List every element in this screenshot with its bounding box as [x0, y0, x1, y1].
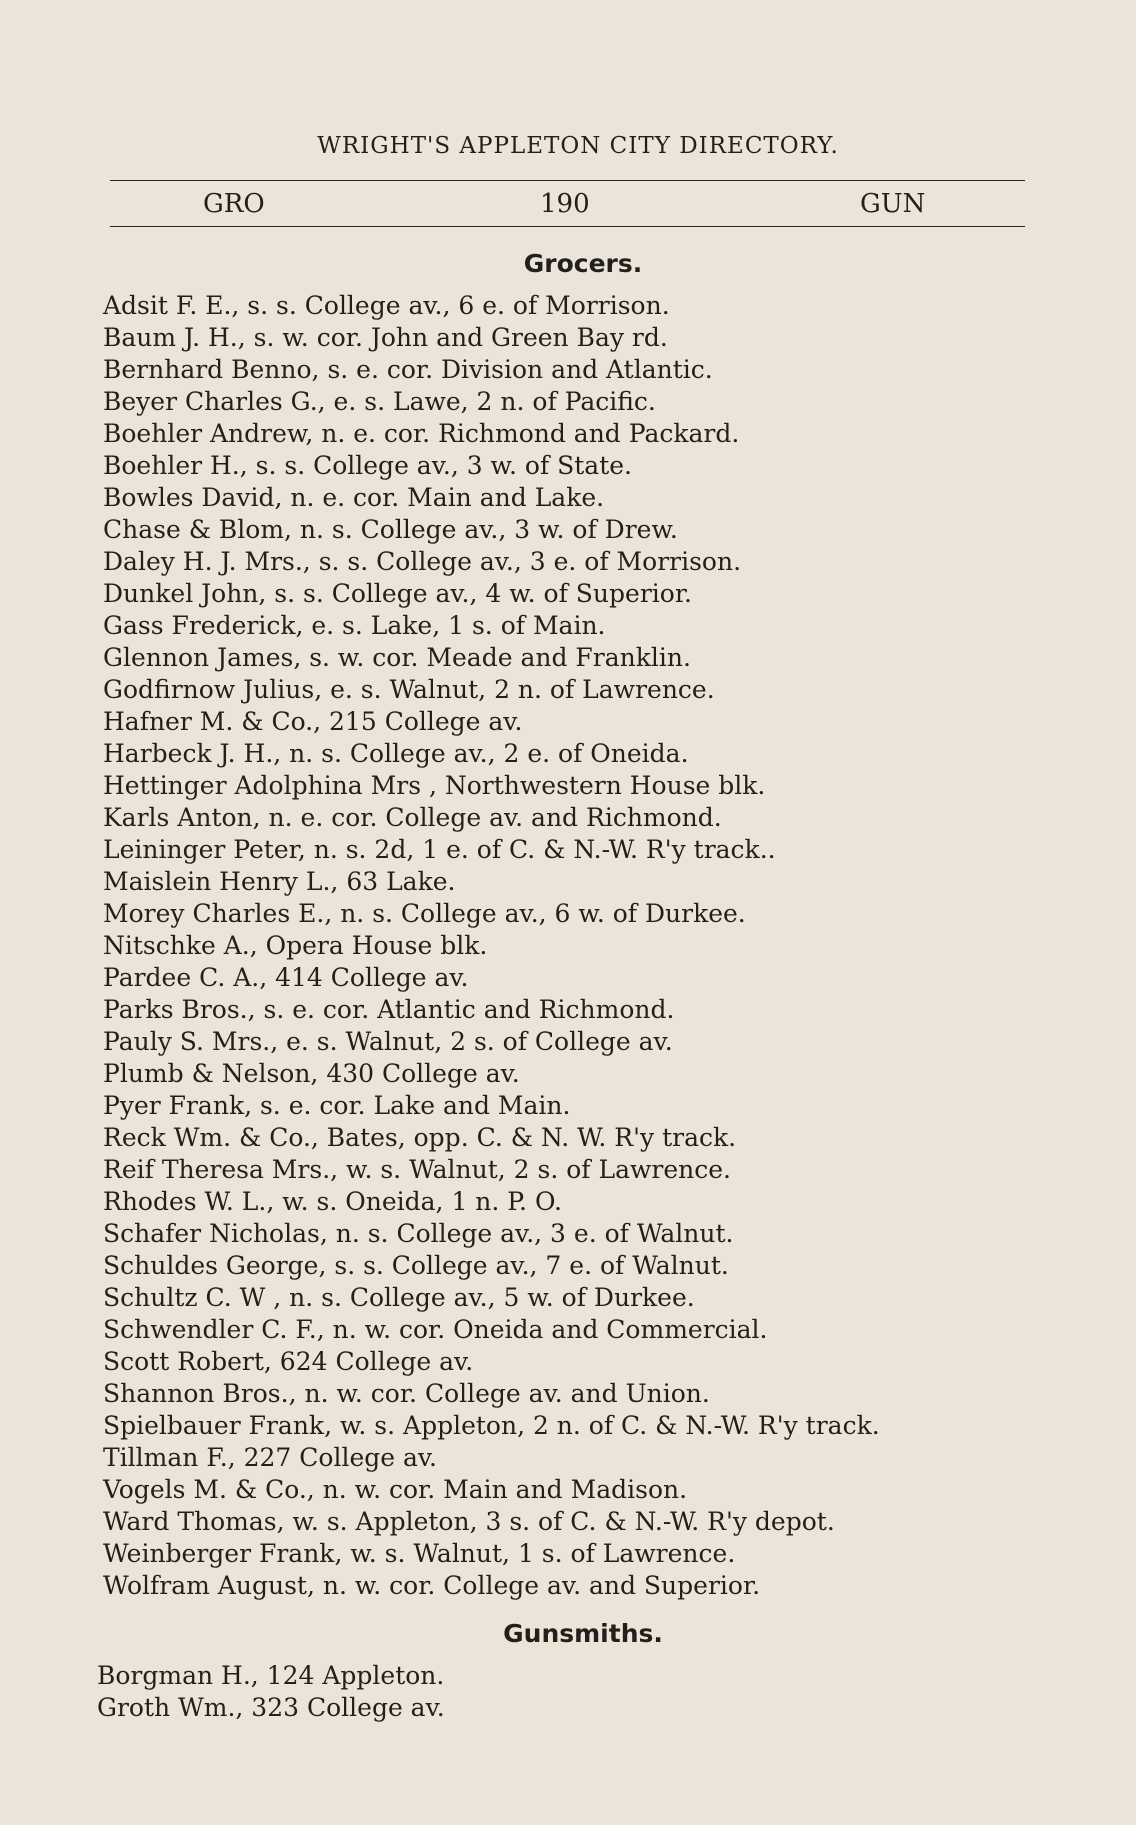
list-item: Pyer Frank, s. e. cor. Lake and Main. [103, 1091, 571, 1120]
list-item: Pauly S. Mrs., e. s. Walnut, 2 s. of College av. [103, 1027, 673, 1056]
list-item: Karls Anton, n. e. cor. College av. and Richmond. [103, 803, 722, 832]
list-item: Dunkel John, s. s. College av., 4 w. of Superior. [103, 579, 692, 608]
running-head: WRIGHT'S APPLETON CITY DIRECTORY. [317, 133, 839, 159]
list-item: Shannon Bros., n. w. cor. College av. and Union. [103, 1379, 710, 1408]
list-item: Groth Wm., 323 College av. [97, 1693, 445, 1722]
list-item: Reif Theresa Mrs., w. s. Walnut, 2 s. of Lawrence. [103, 1155, 731, 1184]
list-item: Nitschke A., Opera House blk. [103, 931, 488, 960]
list-item: Daley H. J. Mrs., s. s. College av., 3 e. of Morrison. [103, 547, 742, 576]
list-item: Chase & Blom, n. s. College av., 3 w. of Drew. [103, 515, 678, 544]
list-item: Schultz C. W , n. s. College av., 5 w. of Durkee. [103, 1283, 695, 1312]
list-item: Plumb & Nelson, 430 College av. [103, 1059, 520, 1088]
list-item: Schwendler C. F., n. w. cor. Oneida and Commercial. [103, 1315, 768, 1344]
list-item: Schuldes George, s. s. College av., 7 e. of Walnut. [103, 1251, 729, 1280]
list-item: Reck Wm. & Co., Bates, opp. C. & N. W. R'y track. [103, 1123, 737, 1152]
list-item: Godfirnow Julius, e. s. Walnut, 2 n. of Lawrence. [103, 675, 715, 704]
list-item: Weinberger Frank, w. s. Walnut, 1 s. of Lawrence. [103, 1539, 736, 1568]
list-item: Boehler H., s. s. College av., 3 w. of State. [103, 451, 633, 480]
section-heading-grocers: Grocers. [523, 249, 643, 278]
list-item: Baum J. H., s. w. cor. John and Green Bay rd. [103, 323, 668, 352]
list-item: Bowles David, n. e. cor. Main and Lake. [103, 483, 605, 512]
list-item: Boehler Andrew, n. e. cor. Richmond and Packard. [103, 419, 740, 448]
list-item: Harbeck J. H., n. s. College av., 2 e. of Oneida. [103, 739, 689, 768]
list-item: Adsit F. E., s. s. College av., 6 e. of Morrison. [103, 291, 670, 320]
guide-word-left: GRO [203, 189, 265, 219]
list-item: Spielbauer Frank, w. s. Appleton, 2 n. of C. & N.-W. R'y track. [103, 1411, 880, 1440]
list-item: Morey Charles E., n. s. College av., 6 w. of Durkee. [103, 899, 746, 928]
list-item: Ward Thomas, w. s. Appleton, 3 s. of C. & N.-W. R'y depot. [103, 1507, 835, 1536]
list-item: Parks Bros., s. e. cor. Atlantic and Richmond. [103, 995, 675, 1024]
list-item: Maislein Henry L., 63 Lake. [103, 867, 456, 896]
list-item: Schafer Nicholas, n. s. College av., 3 e. of Walnut. [103, 1219, 734, 1248]
list-item: Wolfram August, n. w. cor. College av. and Superior. [103, 1571, 761, 1600]
bottom-rule [110, 226, 1025, 227]
grocers-list [103, 290, 880, 1602]
list-item: Bernhard Benno, s. e. cor. Division and Atlantic. [103, 355, 713, 384]
list-item: Borgman H., 124 Appleton. [97, 1661, 445, 1690]
list-item: Tillman F., 227 College av. [103, 1443, 437, 1472]
list-item: Hettinger Adolphina Mrs , Northwestern House blk. [103, 771, 766, 800]
guide-word-right: GUN [860, 189, 926, 219]
list-item: Rhodes W. L., w. s. Oneida, 1 n. P. O. [103, 1187, 562, 1216]
page-number: 190 [540, 189, 590, 219]
section-heading-gunsmiths: Gunsmiths. [503, 1619, 663, 1648]
list-item: Vogels M. & Co., n. w. cor. Main and Madison. [103, 1475, 688, 1504]
gunsmiths-list [97, 1660, 445, 1724]
list-item: Beyer Charles G., e. s. Lawe, 2 n. of Pacific. [103, 387, 656, 416]
list-item: Gass Frederick, e. s. Lake, 1 s. of Main. [103, 611, 606, 640]
list-item: Scott Robert, 624 College av. [103, 1347, 474, 1376]
list-item: Leininger Peter, n. s. 2d, 1 e. of C. & N.-W. R'y track.. [103, 835, 776, 864]
top-rule [110, 180, 1025, 181]
list-item: Glennon James, s. w. cor. Meade and Franklin. [103, 643, 691, 672]
list-item: Pardee C. A., 414 College av. [103, 963, 469, 992]
list-item: Hafner M. & Co., 215 College av. [103, 707, 523, 736]
